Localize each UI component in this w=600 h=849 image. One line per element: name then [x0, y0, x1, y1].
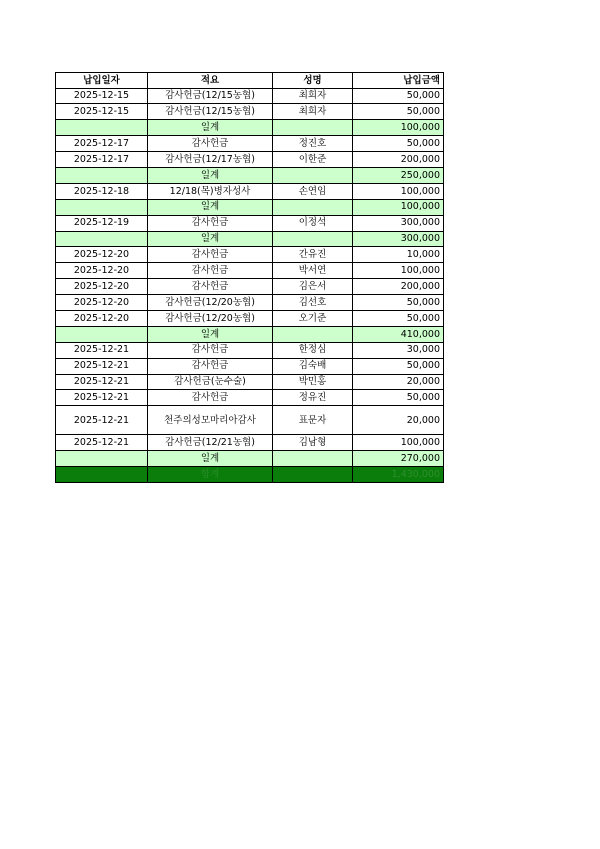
amount-cell: 270,000 [353, 451, 444, 467]
description-cell: 감사헌금 [148, 215, 273, 231]
daily-subtotal-row [56, 199, 444, 215]
daily-subtotal-row [56, 120, 444, 136]
amount-cell: 50,000 [353, 295, 444, 311]
name-cell: 박서연 [273, 263, 353, 279]
amount-cell: 50,000 [353, 104, 444, 120]
date-cell: 2025-12-15 [56, 104, 148, 120]
amount-cell: 100,000 [353, 435, 444, 451]
name-cell: 간유진 [273, 247, 353, 263]
offering-ledger-table [55, 72, 444, 483]
daily-subtotal-row [56, 451, 444, 467]
description-cell: 감사헌금 [148, 279, 273, 295]
description-cell: 감사헌금(12/20농협) [148, 295, 273, 311]
description-cell: 일계 [148, 326, 273, 342]
date-cell [56, 467, 148, 483]
name-cell: 김선호 [273, 295, 353, 311]
daily-subtotal-row [56, 167, 444, 183]
description-cell: 감사헌금 [148, 358, 273, 374]
date-cell: 2025-12-20 [56, 279, 148, 295]
amount-cell: 100,000 [353, 263, 444, 279]
date-cell [56, 231, 148, 247]
description-cell: 감사헌금 [148, 247, 273, 263]
description-cell: 감사헌금(12/20농협) [148, 310, 273, 326]
table-row [56, 342, 444, 358]
amount-cell: 50,000 [353, 88, 444, 104]
description-cell: 감사헌금(눈수술) [148, 374, 273, 390]
amount-cell: 100,000 [353, 183, 444, 199]
name-cell [273, 231, 353, 247]
table-row [56, 435, 444, 451]
amount-cell: 200,000 [353, 279, 444, 295]
date-cell: 2025-12-21 [56, 406, 148, 435]
header-date: 납입일자 [56, 73, 148, 89]
date-cell [56, 199, 148, 215]
amount-cell: 20,000 [353, 374, 444, 390]
name-cell [273, 120, 353, 136]
table-row [56, 104, 444, 120]
amount-cell: 200,000 [353, 152, 444, 168]
daily-subtotal-row [56, 231, 444, 247]
name-cell: 정진호 [273, 136, 353, 152]
date-cell: 2025-12-21 [56, 342, 148, 358]
date-cell [56, 451, 148, 467]
description-cell: 천주의성모마리아감사 [148, 406, 273, 435]
name-cell: 김은서 [273, 279, 353, 295]
description-cell: 일계 [148, 199, 273, 215]
table-row [56, 247, 444, 263]
date-cell: 2025-12-20 [56, 247, 148, 263]
name-cell: 최희자 [273, 88, 353, 104]
date-cell: 2025-12-20 [56, 295, 148, 311]
name-cell: 이한준 [273, 152, 353, 168]
description-cell: 일계 [148, 120, 273, 136]
amount-cell: 50,000 [353, 310, 444, 326]
table-row [56, 358, 444, 374]
description-cell: 감사헌금(12/15농협) [148, 88, 273, 104]
date-cell [56, 120, 148, 136]
description-cell: 감사헌금 [148, 342, 273, 358]
table-row [56, 183, 444, 199]
table-row [56, 215, 444, 231]
description-cell: 일계 [148, 231, 273, 247]
header-name: 성명 [273, 73, 353, 89]
name-cell: 박민홍 [273, 374, 353, 390]
date-cell: 2025-12-21 [56, 374, 148, 390]
description-cell: 12/18(목)병자성사 [148, 183, 273, 199]
date-cell: 2025-12-20 [56, 310, 148, 326]
amount-cell: 10,000 [353, 247, 444, 263]
description-cell: 감사헌금(12/21농협) [148, 435, 273, 451]
date-cell: 2025-12-17 [56, 136, 148, 152]
header-description: 적요 [148, 73, 273, 89]
description-cell: 감사헌금(12/15농협) [148, 104, 273, 120]
name-cell: 최희자 [273, 104, 353, 120]
date-cell [56, 167, 148, 183]
name-cell [273, 451, 353, 467]
amount-cell: 100,000 [353, 199, 444, 215]
amount-cell: 300,000 [353, 231, 444, 247]
date-cell: 2025-12-17 [56, 152, 148, 168]
amount-cell: 100,000 [353, 120, 444, 136]
amount-cell: 50,000 [353, 358, 444, 374]
table-row [56, 279, 444, 295]
name-cell: 오기준 [273, 310, 353, 326]
date-cell: 2025-12-18 [56, 183, 148, 199]
description-cell: 감사헌금 [148, 136, 273, 152]
date-cell: 2025-12-21 [56, 390, 148, 406]
name-cell: 김남형 [273, 435, 353, 451]
amount-cell: 20,000 [353, 406, 444, 435]
description-cell: 합계 [148, 467, 273, 483]
header-row [56, 73, 444, 89]
description-cell: 감사헌금 [148, 390, 273, 406]
date-cell: 2025-12-21 [56, 435, 148, 451]
grand-total-row [56, 467, 444, 483]
name-cell: 표문자 [273, 406, 353, 435]
table-row [56, 310, 444, 326]
amount-cell: 410,000 [353, 326, 444, 342]
header-amount: 납입금액 [353, 73, 444, 89]
description-cell: 일계 [148, 167, 273, 183]
table-row [56, 406, 444, 435]
table-row [56, 263, 444, 279]
amount-cell: 30,000 [353, 342, 444, 358]
daily-subtotal-row [56, 326, 444, 342]
table-row [56, 374, 444, 390]
amount-cell: 300,000 [353, 215, 444, 231]
table-row [56, 295, 444, 311]
name-cell [273, 167, 353, 183]
description-cell: 일계 [148, 451, 273, 467]
name-cell [273, 326, 353, 342]
name-cell: 이정석 [273, 215, 353, 231]
description-cell: 감사헌금 [148, 263, 273, 279]
name-cell: 정유진 [273, 390, 353, 406]
ledger-body [56, 88, 444, 482]
date-cell: 2025-12-20 [56, 263, 148, 279]
date-cell: 2025-12-21 [56, 358, 148, 374]
table-row [56, 152, 444, 168]
name-cell: 한정심 [273, 342, 353, 358]
amount-cell: 50,000 [353, 390, 444, 406]
name-cell: 손연임 [273, 183, 353, 199]
name-cell [273, 199, 353, 215]
description-cell: 감사헌금(12/17농협) [148, 152, 273, 168]
amount-cell: 1,430,000 [353, 467, 444, 483]
amount-cell: 250,000 [353, 167, 444, 183]
date-cell: 2025-12-15 [56, 88, 148, 104]
date-cell: 2025-12-19 [56, 215, 148, 231]
table-row [56, 390, 444, 406]
name-cell [273, 467, 353, 483]
amount-cell: 50,000 [353, 136, 444, 152]
table-row [56, 136, 444, 152]
name-cell: 김숙배 [273, 358, 353, 374]
table-row [56, 88, 444, 104]
date-cell [56, 326, 148, 342]
